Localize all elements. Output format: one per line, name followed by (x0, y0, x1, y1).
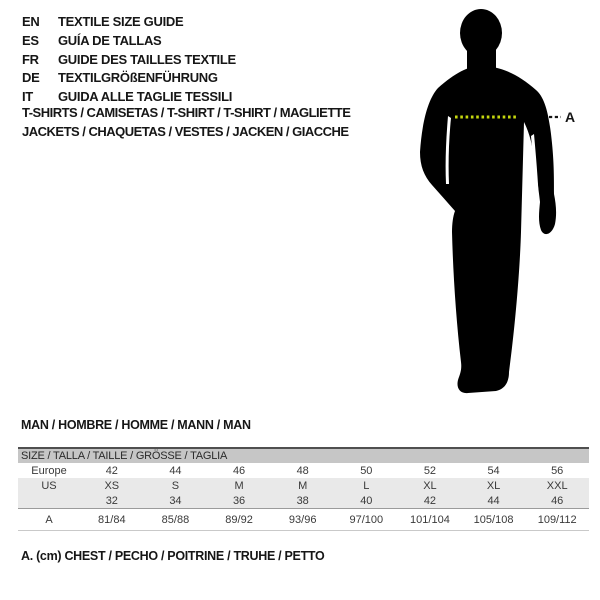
cell: XS (80, 478, 144, 493)
cell: XL (398, 478, 462, 493)
cell: 48 (271, 463, 335, 478)
cell: 54 (462, 463, 526, 478)
language-list (22, 13, 236, 107)
cell: 81/84 (80, 509, 144, 531)
cell: 42 (80, 463, 144, 478)
row-label: Europe (18, 463, 80, 478)
man-silhouette-figure (360, 4, 600, 404)
cell: 97/100 (335, 509, 399, 531)
measure-label-a: A (565, 109, 576, 125)
language-row-de (22, 69, 236, 88)
category-line-tshirts: T-SHIRTS / CAMISETAS / T-SHIRT / T-SHIRT / MAGLIETTE (22, 105, 351, 120)
cell: S (144, 478, 208, 493)
cell: XL (462, 478, 526, 493)
size-table (18, 447, 589, 531)
table-row-a-chest (18, 509, 589, 531)
language-label: GUIDE DES TAILLES TEXTILE (58, 51, 236, 67)
table-row-europe (18, 463, 589, 478)
cell: 44 (462, 493, 526, 509)
language-code: EN (22, 14, 40, 29)
cell: 101/104 (398, 509, 462, 531)
cell: 46 (207, 463, 271, 478)
cell: 34 (144, 493, 208, 509)
language-row-fr (22, 51, 236, 70)
cell: 40 (335, 493, 399, 509)
cell: 56 (525, 463, 589, 478)
section-title-man: MAN / HOMBRE / HOMME / MANN / MAN (21, 418, 251, 432)
table-row-us (18, 478, 589, 493)
cell: 93/96 (271, 509, 335, 531)
language-row-es (22, 32, 236, 51)
cell: 105/108 (462, 509, 526, 531)
cell: XXL (525, 478, 589, 493)
category-lines (22, 104, 350, 141)
row-label: US (18, 478, 80, 493)
cell: 109/112 (525, 509, 589, 531)
language-code: FR (22, 51, 39, 67)
language-code: ES (22, 32, 39, 48)
cell: 46 (525, 493, 589, 509)
silhouette-body (420, 66, 556, 393)
cell: 32 (80, 493, 144, 509)
cell: 42 (398, 493, 462, 509)
category-line-jackets: JACKETS / CHAQUETAS / VESTES / JACKEN / GIACCHE (22, 123, 349, 139)
language-code: IT (22, 89, 33, 105)
cell: 89/92 (207, 509, 271, 531)
language-label: TEXTILE SIZE GUIDE (58, 14, 184, 29)
language-label: GUIDA ALLE TAGLIE TESSILI (58, 89, 233, 105)
row-label: A (18, 509, 80, 531)
language-code: DE (22, 70, 40, 86)
cell: L (335, 478, 399, 493)
size-table-header-row (18, 448, 589, 463)
size-table-header: SIZE / TALLA / TAILLE / GRÖSSE / TAGLIA (18, 448, 589, 463)
cell: 36 (207, 493, 271, 509)
language-row-en (22, 13, 236, 32)
cell: 44 (144, 463, 208, 478)
row-label (18, 493, 80, 509)
size-table-container (18, 447, 589, 531)
cell: 50 (335, 463, 399, 478)
table-row-unnamed (18, 493, 589, 509)
cell: M (271, 478, 335, 493)
footnote-chest-measure: A. (cm) CHEST / PECHO / POITRINE / TRUHE / PETTO (21, 549, 325, 563)
cell: M (207, 478, 271, 493)
cell: 52 (398, 463, 462, 478)
cell: 85/88 (144, 509, 208, 531)
cell: 38 (271, 493, 335, 509)
language-label: TEXTILGRÖßENFÜHRUNG (58, 70, 218, 86)
language-label: GUÍA DE TALLAS (58, 32, 162, 48)
